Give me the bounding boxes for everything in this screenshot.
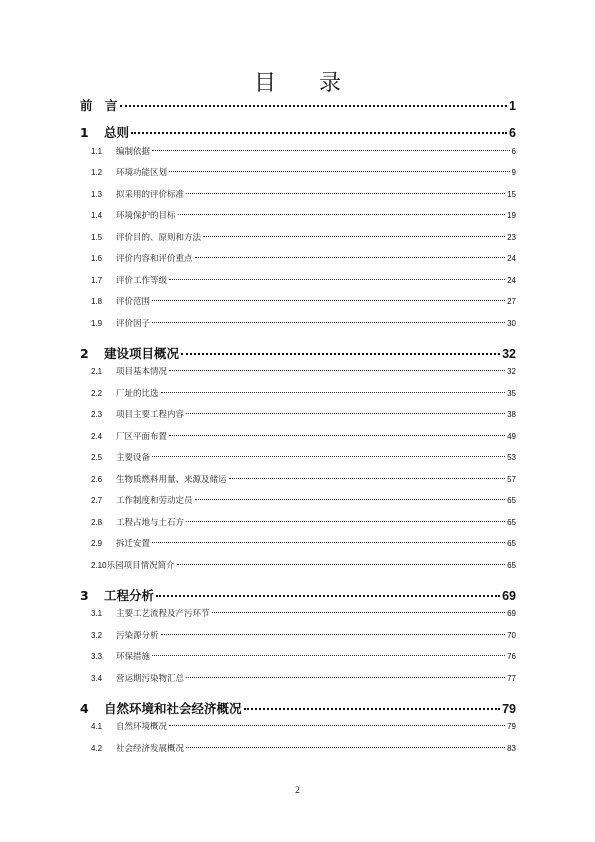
toc-entry-title: 项目主要工程内容 [116, 410, 185, 420]
toc-entry-title: 环保措施 [116, 652, 151, 662]
toc-entry-page: 76 [507, 652, 516, 661]
toc-entry-number: 2.6 [91, 474, 103, 484]
toc-entry-title: 营运期污染物汇总 [116, 673, 185, 684]
toc-entry-page: 70 [507, 630, 516, 640]
toc-entry[interactable] [80, 629, 516, 641]
toc-leader-dots [244, 708, 501, 710]
page-number: 2 [295, 786, 300, 796]
toc-entry-page: 53 [507, 453, 516, 462]
toc-entry[interactable] [80, 650, 516, 662]
toc-leader-dots [195, 499, 506, 500]
toc-entry-number: 4.1 [91, 722, 103, 731]
toc-entry[interactable] [80, 451, 516, 463]
toc-entry-title: 污染源分析 [116, 630, 159, 641]
toc-entry-title: 社会经济发展概况 [116, 743, 185, 754]
toc-entry-page: 15 [507, 189, 516, 199]
toc-entry-page: 30 [507, 318, 516, 328]
toc-entry[interactable] [80, 166, 516, 178]
toc-entry-page: 65 [507, 560, 516, 570]
toc-entry-page: 57 [507, 474, 516, 484]
toc-entry-number: 2.7 [91, 496, 103, 505]
toc-entry[interactable] [80, 473, 516, 485]
toc-leader-dots [178, 214, 506, 215]
toc-entry-number: 2 [80, 345, 89, 361]
toc-entry-title: 评价内容和评价重点 [116, 254, 193, 264]
toc-entry[interactable] [80, 387, 516, 399]
toc-leader-dots [161, 392, 506, 393]
toc-entry-title: 自然环境和社会经济概况 [104, 700, 242, 716]
toc-leader-dots [229, 478, 506, 479]
toc-entry-title: 拆迁安置 [116, 539, 151, 549]
toc-entry-title: 乐园项目情况简介 [106, 560, 175, 571]
toc-entry-page: 6 [509, 126, 516, 140]
toc-entry-number: 3.2 [91, 630, 103, 640]
toc-entry-page: 32 [507, 367, 516, 376]
toc-entry-number: 3.3 [91, 652, 103, 661]
toc-entry-number: 1 [80, 125, 89, 140]
toc-entry-page: 35 [507, 388, 516, 398]
toc-entry-title: 评价工作等级 [116, 275, 168, 286]
toc-entry[interactable] [80, 742, 516, 754]
toc-entry[interactable] [80, 295, 516, 307]
toc-entry-page: 24 [507, 254, 516, 263]
toc-entry-number: 4.2 [91, 743, 103, 753]
toc-leader-dots [120, 105, 508, 107]
toc-leader-dots [169, 725, 505, 726]
toc-entry[interactable] [80, 607, 516, 619]
toc-entry[interactable] [80, 494, 516, 506]
toc-entry-page: 65 [507, 539, 516, 548]
toc-entry-number: 1.7 [91, 275, 103, 285]
toc-leader-dots [186, 413, 505, 414]
toc-entry-title: 生物质燃料用量、来源及储运 [116, 474, 227, 485]
toc-entry-page: 65 [507, 517, 516, 527]
toc-entry-title: 前 言 [80, 98, 118, 113]
toc-entry-number: 3 [80, 587, 89, 603]
toc-entry[interactable] [80, 516, 516, 528]
toc-entry-number: 2.5 [91, 453, 103, 462]
toc-entry-page: 19 [507, 211, 516, 220]
toc-entry-page: 1 [509, 99, 516, 113]
toc-entry[interactable] [80, 317, 516, 329]
toc-leader-dots [169, 370, 505, 371]
toc-entry-title: 主要工艺流程及产污环节 [116, 609, 210, 619]
toc-entry-title: 自然环境概况 [116, 722, 168, 732]
toc-entry-page: 79 [502, 701, 516, 716]
toc-entry-page: 27 [507, 297, 516, 306]
toc-entry-page: 9 [511, 168, 516, 177]
toc-entry-page: 77 [507, 673, 516, 683]
toc-entry-page: 6 [511, 146, 516, 156]
toc-entry-title: 编制依据 [116, 146, 151, 157]
toc-title: 目 录 [254, 71, 359, 96]
toc-leader-dots [195, 257, 506, 258]
toc-leader-dots [152, 322, 505, 323]
toc-leader-dots [169, 279, 505, 280]
toc-entry[interactable] [80, 537, 516, 549]
toc-entry[interactable] [80, 274, 516, 286]
toc-leader-dots [212, 612, 506, 613]
toc-entry-page: 83 [507, 743, 516, 753]
toc-leader-dots [152, 655, 505, 656]
toc-leader-dots [152, 300, 505, 301]
toc-entry-number: 1.9 [91, 318, 103, 328]
toc-leader-dots [169, 435, 505, 436]
toc-entry-title: 环境功能区划 [116, 168, 168, 178]
toc-entry[interactable] [80, 699, 516, 717]
toc-entry[interactable] [80, 252, 516, 264]
toc-entry-title: 评价范围 [116, 297, 151, 307]
toc-entry-number: 1.6 [91, 254, 103, 263]
toc-entry-title: 厂址的比选 [116, 388, 159, 399]
toc-leader-dots [203, 236, 505, 237]
toc-entry-page: 69 [502, 588, 516, 603]
toc-entry[interactable] [80, 408, 516, 420]
toc-entry-title: 工程分析 [104, 587, 155, 603]
toc-entry[interactable] [80, 344, 516, 362]
toc-entry-title: 环境保护的目标 [116, 211, 176, 221]
toc-entry-page: 38 [507, 410, 516, 419]
toc-entry[interactable] [80, 123, 516, 141]
toc-entry-number: 3.1 [91, 609, 103, 618]
toc-entry-number: 1.2 [91, 168, 103, 177]
toc-entry-number: 1.1 [91, 146, 103, 156]
toc-leader-dots [186, 677, 505, 678]
toc-entry-title: 项目基本情况 [116, 367, 168, 377]
toc-leader-dots [181, 353, 500, 355]
toc-entry[interactable] [80, 672, 516, 684]
toc-entry-title: 工程占地与土石方 [116, 517, 185, 528]
toc-entry-number: 1.3 [91, 189, 103, 199]
toc-leader-dots [152, 150, 510, 151]
toc-leader-dots [177, 564, 506, 565]
toc-entry-page: 79 [507, 722, 516, 731]
toc-entry-number: 2.3 [91, 410, 103, 419]
toc-leader-dots [131, 132, 507, 134]
toc-entry-number: 2.10 [91, 560, 107, 570]
toc-entry[interactable] [80, 209, 516, 221]
toc-entry-title: 建设项目概况 [104, 345, 180, 361]
toc-entry[interactable] [80, 188, 516, 200]
toc-leader-dots [152, 542, 505, 543]
toc-leader-dots [186, 193, 505, 194]
toc-entry-title: 厂区平面布置 [116, 431, 168, 442]
toc-entry-title: 拟采用的评价标准 [116, 189, 185, 200]
toc-entry-page: 65 [507, 496, 516, 505]
toc-entry[interactable] [80, 720, 516, 732]
toc-leader-dots [186, 521, 505, 522]
toc-entry-number: 3.4 [91, 673, 103, 683]
toc-leader-dots [156, 595, 500, 597]
toc-leader-dots [169, 171, 510, 172]
toc-entry-page: 69 [507, 609, 516, 618]
toc-entry-number: 4 [80, 700, 89, 716]
toc-entry[interactable] [80, 96, 516, 114]
toc-entry[interactable] [80, 365, 516, 377]
toc-entry-number: 2.4 [91, 431, 103, 441]
toc-entry[interactable] [80, 145, 516, 157]
toc-entry-page: 49 [507, 431, 516, 441]
toc-entry[interactable] [80, 559, 516, 571]
toc-entry-page: 23 [507, 232, 516, 242]
toc-entry-number: 2.2 [91, 388, 103, 398]
toc-entry-title: 主要设备 [116, 453, 151, 463]
toc-entry-number: 1.5 [91, 232, 103, 242]
toc-entry-title: 总则 [104, 125, 130, 140]
toc-leader-dots [161, 634, 506, 635]
toc-entry-number: 2.8 [91, 517, 103, 527]
toc-entry[interactable] [80, 586, 516, 604]
toc-entry-number: 2.1 [91, 367, 103, 376]
toc-entry-title: 评价因子 [116, 318, 151, 329]
toc-entry[interactable] [80, 430, 516, 442]
toc-entry-title: 评价目的、原则和方法 [116, 232, 202, 243]
toc-entry[interactable] [80, 231, 516, 243]
toc-leader-dots [186, 747, 505, 748]
toc-leader-dots [152, 456, 505, 457]
toc-entry-title: 工作制度和劳动定员 [116, 496, 193, 506]
toc-entry-number: 1.8 [91, 297, 103, 306]
toc-entry-number: 2.9 [91, 539, 103, 548]
toc-entry-page: 32 [502, 346, 516, 361]
toc-entry-page: 24 [507, 275, 516, 285]
toc-entry-number: 1.4 [91, 211, 103, 220]
